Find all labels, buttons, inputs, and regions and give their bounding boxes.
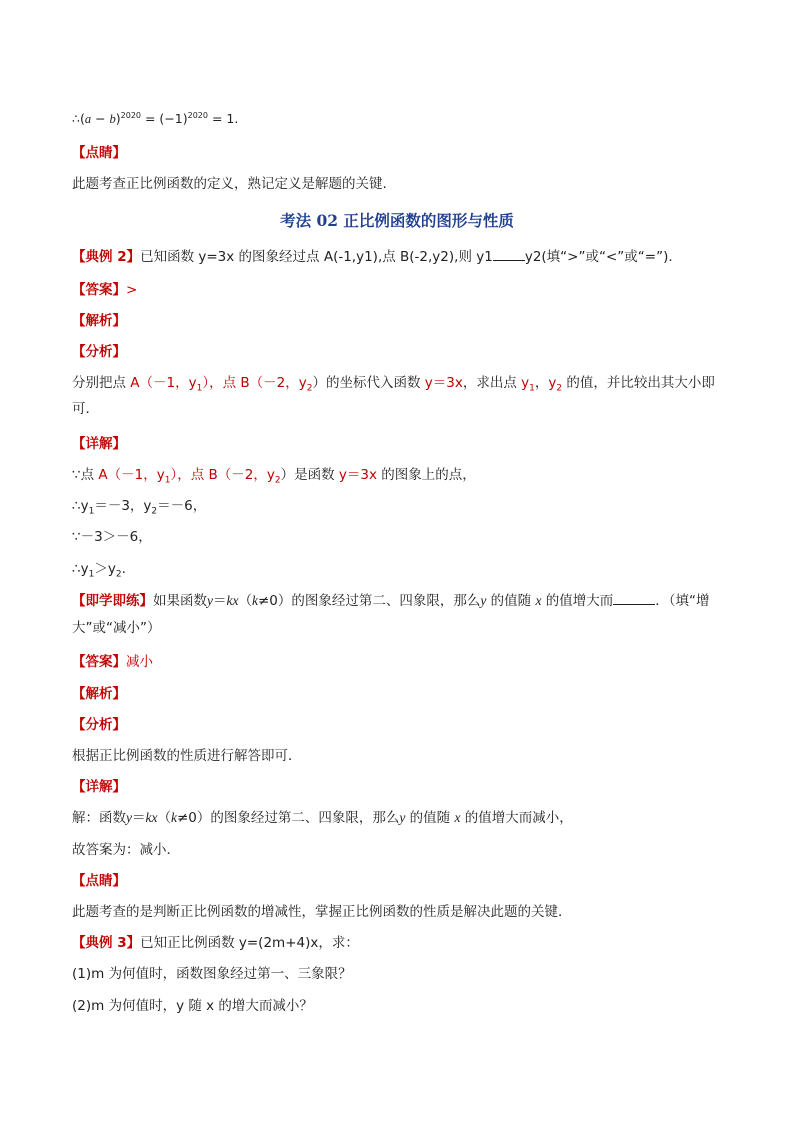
var-y: y xyxy=(480,593,487,608)
text: ）的坐标代入函数 xyxy=(312,375,425,391)
xiangjie-line-4 xyxy=(72,559,126,585)
answer-tag: 【答案】 xyxy=(72,654,126,670)
dianjing-tag: 【点睛】 xyxy=(72,145,126,161)
xiangjie-tag: 【详解】 xyxy=(72,436,126,452)
example3-text: 已知正比例函数 y=(2m+4)x，求： xyxy=(140,935,359,951)
answer-tag: 【答案】 xyxy=(72,282,126,298)
text: 分别把点 xyxy=(72,375,131,391)
formula-line xyxy=(72,106,238,129)
practice-xiangjie-2: 故答案为：减小． xyxy=(72,842,180,858)
text: ，求出点 xyxy=(462,375,522,391)
example2-text: 已知函数 y=3x 的图象经过点 A(-1,y1),点 B(-2,y2),则 y1 xyxy=(140,249,493,265)
fenxi-tag: 【分析】 xyxy=(72,344,126,360)
var-kx: kx xyxy=(145,810,158,825)
var-x: x xyxy=(454,810,461,825)
formula-text: = 1. xyxy=(207,111,239,127)
xiangjie-tag: 【详解】 xyxy=(72,779,126,795)
dianjing-text: 此题考查的是判断正比例函数的增减性，掌握正比例函数的性质是解决此题的关键． xyxy=(72,904,572,920)
formula-text: − xyxy=(91,111,110,127)
example3-line xyxy=(72,933,359,953)
example2-text: y2(填“>”或“<”或“=”). xyxy=(524,249,673,265)
dianjing-tag: 【点睛】 xyxy=(72,873,126,889)
subscript: 2 xyxy=(306,383,313,394)
var-k: k xyxy=(170,810,177,825)
text: ），点 xyxy=(170,467,209,483)
example3-q1: (1)m 为何值时，函数图象经过第一、三象限？ xyxy=(72,966,352,982)
text: ＝－6， xyxy=(157,498,207,514)
var-y: y xyxy=(399,810,406,825)
subscript: 1 xyxy=(164,475,171,486)
point-b: B（－2，y xyxy=(208,467,275,483)
practice-line xyxy=(72,591,710,611)
fenxi-tag: 【分析】 xyxy=(72,717,126,733)
text: 解：函数 xyxy=(72,810,126,826)
xiangjie-line-3: ∵－3＞－6， xyxy=(72,529,152,545)
subscript: 2 xyxy=(151,506,158,517)
text: ＝ xyxy=(132,810,146,826)
dianjing-text: 此题考查正比例函数的定义，熟记定义是解题的关键. xyxy=(72,176,387,192)
var-y: y xyxy=(126,810,132,825)
text: （ xyxy=(238,593,252,609)
jiexi-tag: 【解析】 xyxy=(72,686,126,702)
example2-tag: 【典例 2】 xyxy=(72,249,141,265)
text: 的图象上的点， xyxy=(376,467,476,483)
text: ∴y xyxy=(72,498,89,514)
text: 的值，并比较出其大小即 xyxy=(562,375,715,391)
text: ．（填“增 xyxy=(655,593,710,609)
text: ）是函数 xyxy=(280,467,339,483)
answer-blank xyxy=(493,248,525,261)
function: y＝3x xyxy=(338,467,377,483)
text: 的值随 xyxy=(486,593,536,609)
text: ∵点 xyxy=(72,467,99,483)
practice-answer-line xyxy=(72,652,153,672)
var-k: k xyxy=(251,593,258,608)
answer-line xyxy=(72,280,137,300)
jiexi-tag: 【解析】 xyxy=(72,313,126,329)
text: . xyxy=(121,561,126,577)
text: ＝ xyxy=(213,593,227,609)
var-x: x xyxy=(535,593,542,608)
subscript: 1 xyxy=(88,569,95,580)
text: 的值增大而减小， xyxy=(460,810,573,826)
practice-xiangjie-1 xyxy=(72,808,573,828)
example2-line xyxy=(72,247,673,267)
section-heading: 考法 02 正比例函数的图形与性质 xyxy=(280,211,514,230)
text: ），点 xyxy=(202,375,241,391)
text: 如果函数 xyxy=(153,593,207,609)
example3-tag: 【典例 3】 xyxy=(72,935,141,951)
subscript: 2 xyxy=(274,475,281,486)
formula-text: = (−1) xyxy=(141,111,188,127)
subscript: 1 xyxy=(529,383,535,394)
formula-var-b: b xyxy=(109,112,116,127)
answer-value: > xyxy=(126,282,138,298)
text: ∴y xyxy=(72,561,89,577)
subscript: 2 xyxy=(115,569,122,580)
text: ＝－3，y xyxy=(94,498,152,514)
subscript: 1 xyxy=(196,383,203,394)
var-kx: kx xyxy=(226,593,239,608)
answer-value: 减小 xyxy=(126,654,153,670)
text: 的值增大而 xyxy=(541,593,614,609)
var-y: y xyxy=(207,593,213,608)
xiangjie-line-2 xyxy=(72,496,206,522)
text: （ xyxy=(157,810,171,826)
formula-text: ) xyxy=(115,111,121,127)
text: ≠0）的图象经过第二、四象限，那么 xyxy=(176,810,400,826)
var-y2: y xyxy=(548,375,557,391)
text: ≠0）的图象经过第二、四象限，那么 xyxy=(257,593,481,609)
point-a: A（－1，y xyxy=(98,467,165,483)
fenxi-line-2: 可． xyxy=(72,401,99,417)
point-a: A（－1，y xyxy=(130,375,197,391)
subscript: 1 xyxy=(88,506,95,517)
function: y＝3x xyxy=(424,375,463,391)
example3-q2: (2)m 为何值时，y 随 x 的增大而减小？ xyxy=(72,998,313,1014)
formula-exponent: 2020 xyxy=(187,111,208,120)
text: ， xyxy=(534,375,549,391)
text: ＞y xyxy=(94,561,116,577)
subscript: 2 xyxy=(556,383,563,394)
formula-exponent: 2020 xyxy=(120,111,142,120)
var-y1: y xyxy=(521,375,530,391)
fenxi-text: 根据正比例函数的性质进行解答即可． xyxy=(72,748,302,764)
point-b: B（－2，y xyxy=(240,375,307,391)
formula-text: ∴( xyxy=(72,111,85,127)
fenxi-line xyxy=(72,373,715,399)
practice-tag: 【即学即练】 xyxy=(72,593,153,609)
xiangjie-line-1 xyxy=(72,465,476,491)
formula-var-a: a xyxy=(84,112,92,127)
answer-blank xyxy=(613,592,655,605)
text: 的值随 xyxy=(405,810,455,826)
practice-line-2: 大”或“减小”） xyxy=(72,620,161,636)
